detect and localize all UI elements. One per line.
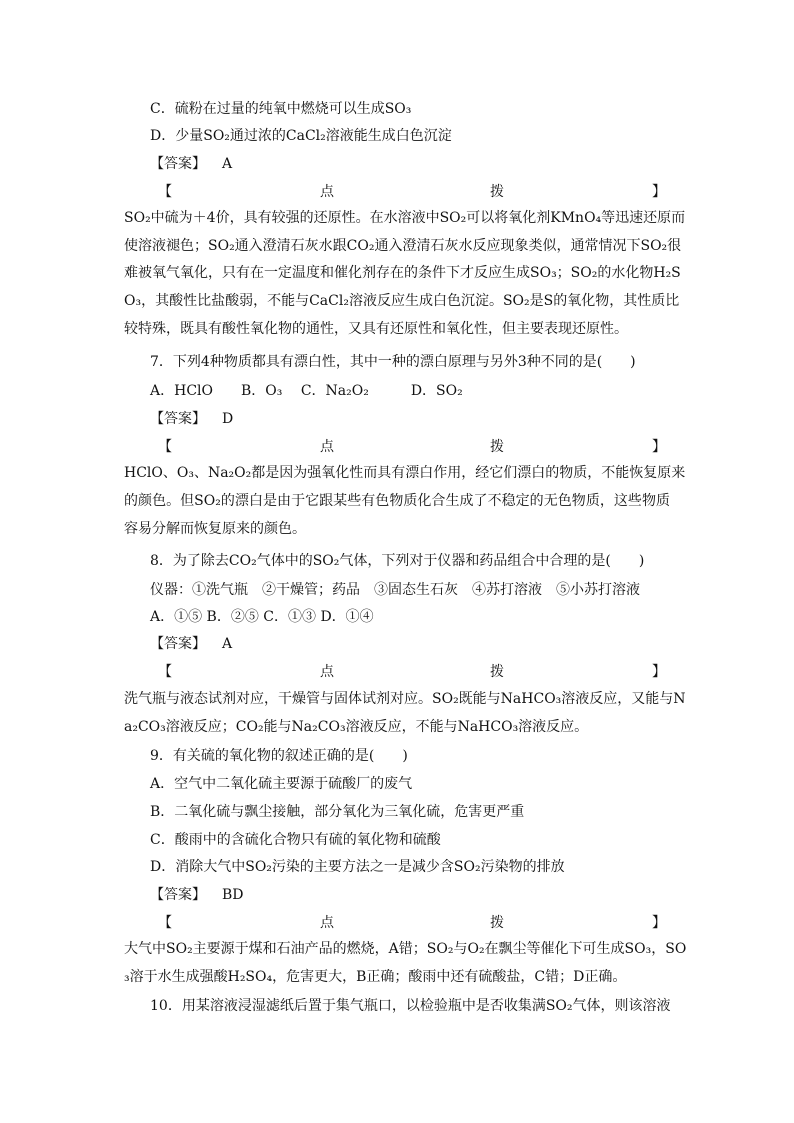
question-9-option-c: C．酸雨中的含硫化合物只有硫的氧化物和硫酸: [150, 832, 441, 848]
hint-bracket-right: 】: [652, 664, 666, 680]
explanation-line: a₂CO₃溶液反应；CO₂能与Na₂CO₃溶液反应，不能与NaHCO₃溶液反应。: [124, 719, 589, 735]
hint-header: [124, 661, 670, 681]
question-9-option-a: A．空气中二氧化硫主要源于硫酸厂的废气: [150, 776, 413, 792]
question-7: 7．下列4种物质都具有漂白性，其中一种的漂白原理与另外3种不同的是( ): [150, 354, 636, 370]
question-8-instruments: 仪器：①洗气瓶 ②干燥管；药品 ③固态生石灰 ④苏打溶液 ⑤小苏打溶液: [150, 582, 640, 598]
hint-bracket-left: 【: [158, 439, 172, 455]
hint-char-bo: 拨: [490, 439, 504, 455]
question-7-options: A．HClO B．O₃ C．Na₂O₂ D．SO₂: [150, 383, 463, 399]
explanation-line: 的颜色。但SO₂的漂白是由于它跟某些有色物质化合生成了不稳定的无色物质，这些物质: [124, 493, 670, 509]
hint-header: [124, 181, 670, 201]
hint-header: [124, 912, 670, 932]
question-9-option-d: D．消除大气中SO₂污染的主要方法之一是减少含SO₂污染物的排放: [150, 859, 565, 875]
hint-bracket-right: 】: [652, 184, 666, 200]
answer-label: 【答案】: [150, 887, 206, 903]
answer-value: D: [222, 411, 234, 427]
answer-value: A: [222, 156, 233, 172]
hint-bracket-right: 】: [652, 915, 666, 931]
hint-char-bo: 拨: [490, 664, 504, 680]
hint-bracket-left: 【: [158, 664, 172, 680]
answer-row-9: [0, 885, 794, 905]
question-8-options: A．①⑤ B．②⑤ C．①③ D．①④: [150, 609, 374, 625]
hint-header: [124, 436, 670, 456]
explanation-line: SO₂中硫为＋4价，具有较强的还原性。在水溶液中SO₂可以将氧化剂KMnO₄等迅速还原而: [124, 210, 686, 226]
question-8: 8．为了除去CO₂气体中的SO₂气体，下列对于仪器和药品组合中合理的是( ): [150, 553, 645, 569]
answer-label: 【答案】: [150, 156, 206, 172]
question-10: 10．用某溶液浸湿滤纸后置于集气瓶口，以检验瓶中是否收集满SO₂气体，则该溶液: [150, 998, 671, 1014]
hint-bracket-right: 】: [652, 439, 666, 455]
explanation-line: 容易分解而恢复原来的颜色。: [124, 521, 306, 537]
option-c: C．硫粉在过量的纯氧中燃烧可以生成SO₃: [150, 101, 412, 117]
explanation-line: HClO、O₃、Na₂O₂都是因为强氧化性而具有漂白作用，经它们漂白的物质，不能恢复原来: [124, 465, 686, 481]
hint-char-dian: 点: [320, 664, 334, 680]
hint-char-bo: 拨: [490, 915, 504, 931]
answer-row-8: [0, 634, 794, 654]
explanation-line: 使溶液褪色；SO₂通入澄清石灰水跟CO₂通入澄清石灰水反应现象类似，通常情况下SO₂很: [124, 238, 682, 254]
hint-char-dian: 点: [320, 184, 334, 200]
explanation-line: 难被氧气氧化，只有在一定温度和催化剂存在的条件下才反应生成SO₃；SO₂的水化物H₂S: [124, 265, 681, 281]
answer-value: BD: [222, 887, 244, 903]
hint-char-dian: 点: [320, 439, 334, 455]
answer-value: A: [222, 636, 233, 652]
option-d: D．少量SO₂通过浓的CaCl₂溶液能生成白色沉淀: [150, 128, 452, 144]
hint-bracket-left: 【: [158, 184, 172, 200]
explanation-line: 较特殊，既具有酸性氧化物的通性，又具有还原性和氧化性，但主要表现还原性。: [124, 321, 628, 337]
question-9-option-b: B．二氧化硫与飘尘接触，部分氧化为三氧化硫，危害更严重: [150, 804, 525, 820]
hint-bracket-left: 【: [158, 915, 172, 931]
answer-row-6: [0, 154, 794, 174]
explanation-line: ₃溶于水生成强酸H₂SO₄，危害更大，B正确；酸雨中还有硫酸盐，C错；D正确。: [124, 969, 627, 985]
answer-label: 【答案】: [150, 411, 206, 427]
explanation-line: O₃，其酸性比盐酸弱，不能与CaCl₂溶液反应生成白色沉淀。SO₂是S的氧化物，其性质比: [124, 293, 680, 309]
answer-row-7: [0, 409, 794, 429]
hint-char-bo: 拨: [490, 184, 504, 200]
explanation-line: 大气中SO₂主要源于煤和石油产品的燃烧，A错；SO₂与O₂在飘尘等催化下可生成SO₃，SO: [124, 941, 687, 957]
question-9: 9．有关硫的氧化物的叙述正确的是( ): [150, 748, 408, 764]
explanation-line: 洗气瓶与液态试剂对应，干燥管与固体试剂对应。SO₂既能与NaHCO₃溶液反应，又能与N: [124, 691, 686, 707]
hint-char-dian: 点: [320, 915, 334, 931]
answer-label: 【答案】: [150, 636, 206, 652]
